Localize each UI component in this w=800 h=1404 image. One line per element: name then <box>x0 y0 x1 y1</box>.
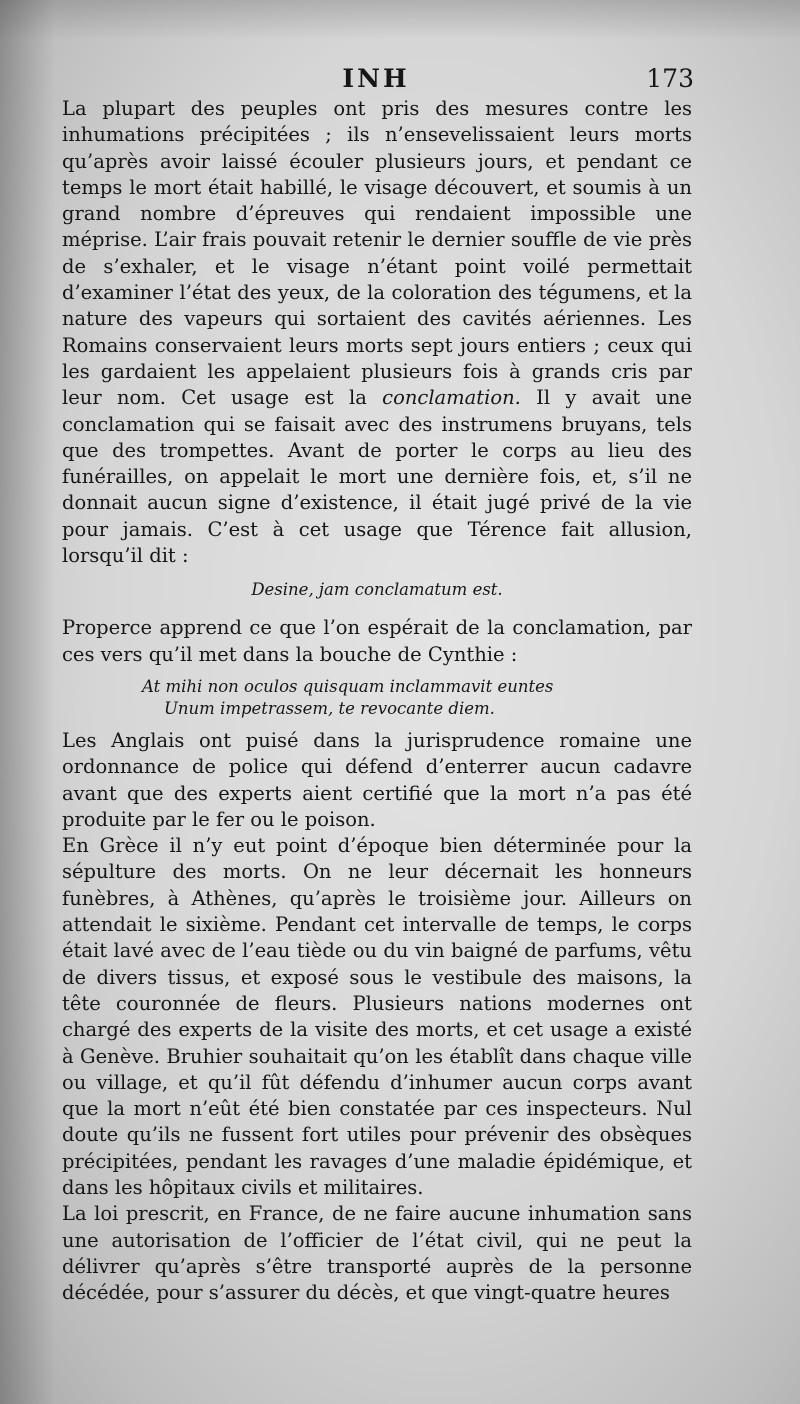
paragraph-1-text: La plupart des peuples ont pris des mesures contre les inhumations précipitées ; ils n’ensevelissaient leurs morts qu’après avoir laissé écouler plusieurs jours, et pendant ce temps le mort était habillé, le visage découvert, et soumis à un grand nombre d’épreuves qui rendaient impossible une méprise. L’air frais pouvait retenir le dernier souffle de vie près de s’exhaler, et le visage n’étant point voilé permettait d’examiner l’état des yeux, de la coloration des tégumens, et la nature des vapeurs qui sortaient des cavités aériennes. Les Romains conservaient leurs morts sept jours entiers ; ceux qui les gardaient les appelaient plusieurs fois à grands cris par leur nom. Cet usage est la <box>62 97 692 410</box>
running-head-title: INH <box>342 64 410 93</box>
quote-propertius <box>62 676 692 720</box>
running-head <box>60 64 692 94</box>
paragraph-5: La loi prescrit, en France, de ne faire aucune inhumation sans une autorisation de l’officier de l’état civil, qui ne peut la délivrer qu’après s’être transporté auprès de la personne décédée, pour s’assurer du décès, et que vingt-quatre heures <box>62 1202 692 1305</box>
paragraph-4: En Grèce il n’y eut point d’époque bien déterminée pour la sépulture des morts. On ne leur décernait les honneurs funèbres, à Athènes, qu’après le troisième jour. Ailleurs on attendait le sixième. Pendant cet intervalle de temps, le corps était lavé avec de l’eau tiède ou du vin baigné de parfums, vêtu de divers tissus, et exposé sous le vestibule des maisons, la tête couronnée de fleurs. Plusieurs nations modernes ont chargé des experts de la visite des morts, et cet usage a existé à Genève. Bruhier souhaitait qu’on les établît dans chaque ville ou village, et qu’il fût défendu d’inhumer aucun corps avant que la mort n’eût été bien constatée par ces inspecteurs. Nul doute qu’ils ne fussent fort utiles pour prévenir des obsèques précipitées, pendant les ravages d’une maladie épidémique, et dans les hôpitaux civils et militaires. <box>62 834 692 1199</box>
quote-terence-line: Desine, jam conclamatum est. <box>251 580 503 600</box>
quote-propertius-line-1: At mihi non oculos quisquam inclammavit euntes <box>142 676 554 696</box>
quote-propertius-line-2: Unum impetrassem, te revocante diem. <box>164 698 495 718</box>
paragraph-1 <box>62 96 692 569</box>
italic-term: conclamation. <box>382 386 521 410</box>
paragraph-1-end: Il y avait une conclamation qui se faisait avec des instrumens bruyans, tels que des trompettes. Avant de porter le corps au lieu des funérailles, on appelait le mort une dernière fois, et, s’il ne donnait aucun signe d’existence, il était jugé privé de la vie pour jamais. C’est à cet usage que Térence fait allusion, lorsqu’il dit : <box>62 386 692 568</box>
page-number: 173 <box>646 64 694 93</box>
paragraph-3: Les Anglais ont puisé dans la jurisprudence romaine une ordonnance de police qui défend d’enterrer aucun cadavre avant que des experts aient certifié que la mort n’a pas été produite par le fer ou le poison. <box>62 728 692 831</box>
quote-terence <box>62 579 692 601</box>
body-text <box>62 96 692 1306</box>
paragraph-2: Properce apprend ce que l’on espérait de la conclamation, par ces vers qu’il met dans la bouche de Cynthie : <box>62 616 692 666</box>
